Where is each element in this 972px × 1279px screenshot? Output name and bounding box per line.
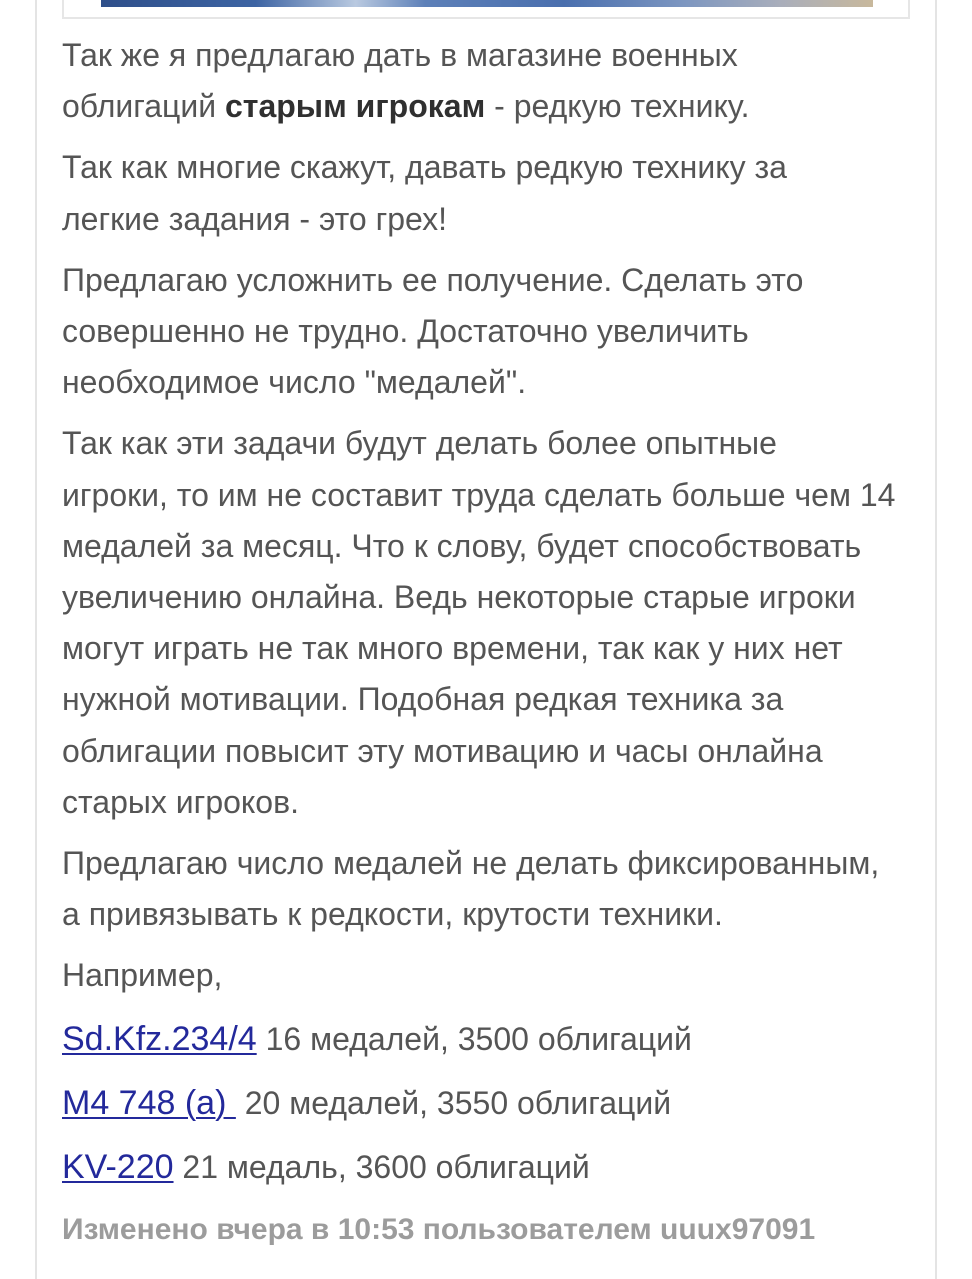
post-border-left xyxy=(35,0,37,1279)
post-paragraph-5 xyxy=(62,838,942,940)
post-paragraph-6 xyxy=(62,950,942,1001)
post-line: увеличению онлайна. Ведь некоторые старые игроки xyxy=(62,579,856,616)
vehicle-item xyxy=(62,1076,942,1130)
post-paragraph-3 xyxy=(62,255,942,409)
post-line: старых игроков. xyxy=(62,783,299,820)
post-line: Так как многие скажут, давать редкую технику за xyxy=(62,149,787,186)
post-image xyxy=(101,0,873,7)
post-image-frame xyxy=(62,0,910,19)
post-paragraph-2 xyxy=(62,142,942,244)
post-line: нужной мотивации. Подобная редкая техника за xyxy=(62,681,784,718)
vehicle-link-m4-748-a[interactable]: M4 748 (a) xyxy=(62,1084,236,1123)
post-line: Предлагаю усложнить ее получение. Сделать это xyxy=(62,261,804,298)
post-paragraph-1 xyxy=(62,30,942,132)
post-line: совершенно не трудно. Достаточно увеличить xyxy=(62,313,749,350)
post-line: Так же я предлагаю дать в магазине военных xyxy=(62,37,738,73)
post-text: - редкую технику. xyxy=(485,88,750,125)
vehicle-item xyxy=(62,1012,942,1066)
post-line xyxy=(62,81,942,132)
post-line: Например, xyxy=(62,957,223,994)
post-paragraph-4 xyxy=(62,418,942,828)
emphasis-old-players: старым игрокам xyxy=(224,88,486,125)
vehicle-details: 20 медалей, 3550 облигаций xyxy=(235,1085,672,1122)
vehicle-details: 21 медаль, 3600 облигаций xyxy=(173,1149,590,1186)
vehicle-link-kv-220[interactable]: KV-220 xyxy=(62,1148,174,1187)
post-line: облигации повысит эту мотивацию и часы онлайна xyxy=(62,732,823,769)
post-body xyxy=(62,30,942,1254)
post-line: необходимое число "медалей". xyxy=(62,364,527,401)
post-line: Так как эти задачи будут делать более опытные xyxy=(62,425,777,462)
vehicle-item xyxy=(62,1140,942,1194)
post-line: легкие задания - это грех! xyxy=(62,200,448,237)
vehicle-details: 16 медалей, 3500 облигаций xyxy=(256,1020,692,1057)
post-text: облигаций xyxy=(62,88,225,125)
post-line: Предлагаю число медалей не делать фиксированным, xyxy=(62,845,880,882)
edited-note: Изменено вчера в 10:53 пользователем uuux97091 xyxy=(62,1212,816,1246)
vehicle-link-sdkfz-234-4[interactable]: Sd.Kfz.234/4 xyxy=(62,1019,257,1058)
post-line: а привязывать к редкости, крутости техники. xyxy=(62,896,723,933)
post-line: могут играть не так много времени, так как у них нет xyxy=(62,630,843,667)
post-line: медалей за месяц. Что к слову, будет способствовать xyxy=(62,527,862,564)
post-line: игроки, то им не составит труда сделать больше чем 14 xyxy=(62,476,896,513)
